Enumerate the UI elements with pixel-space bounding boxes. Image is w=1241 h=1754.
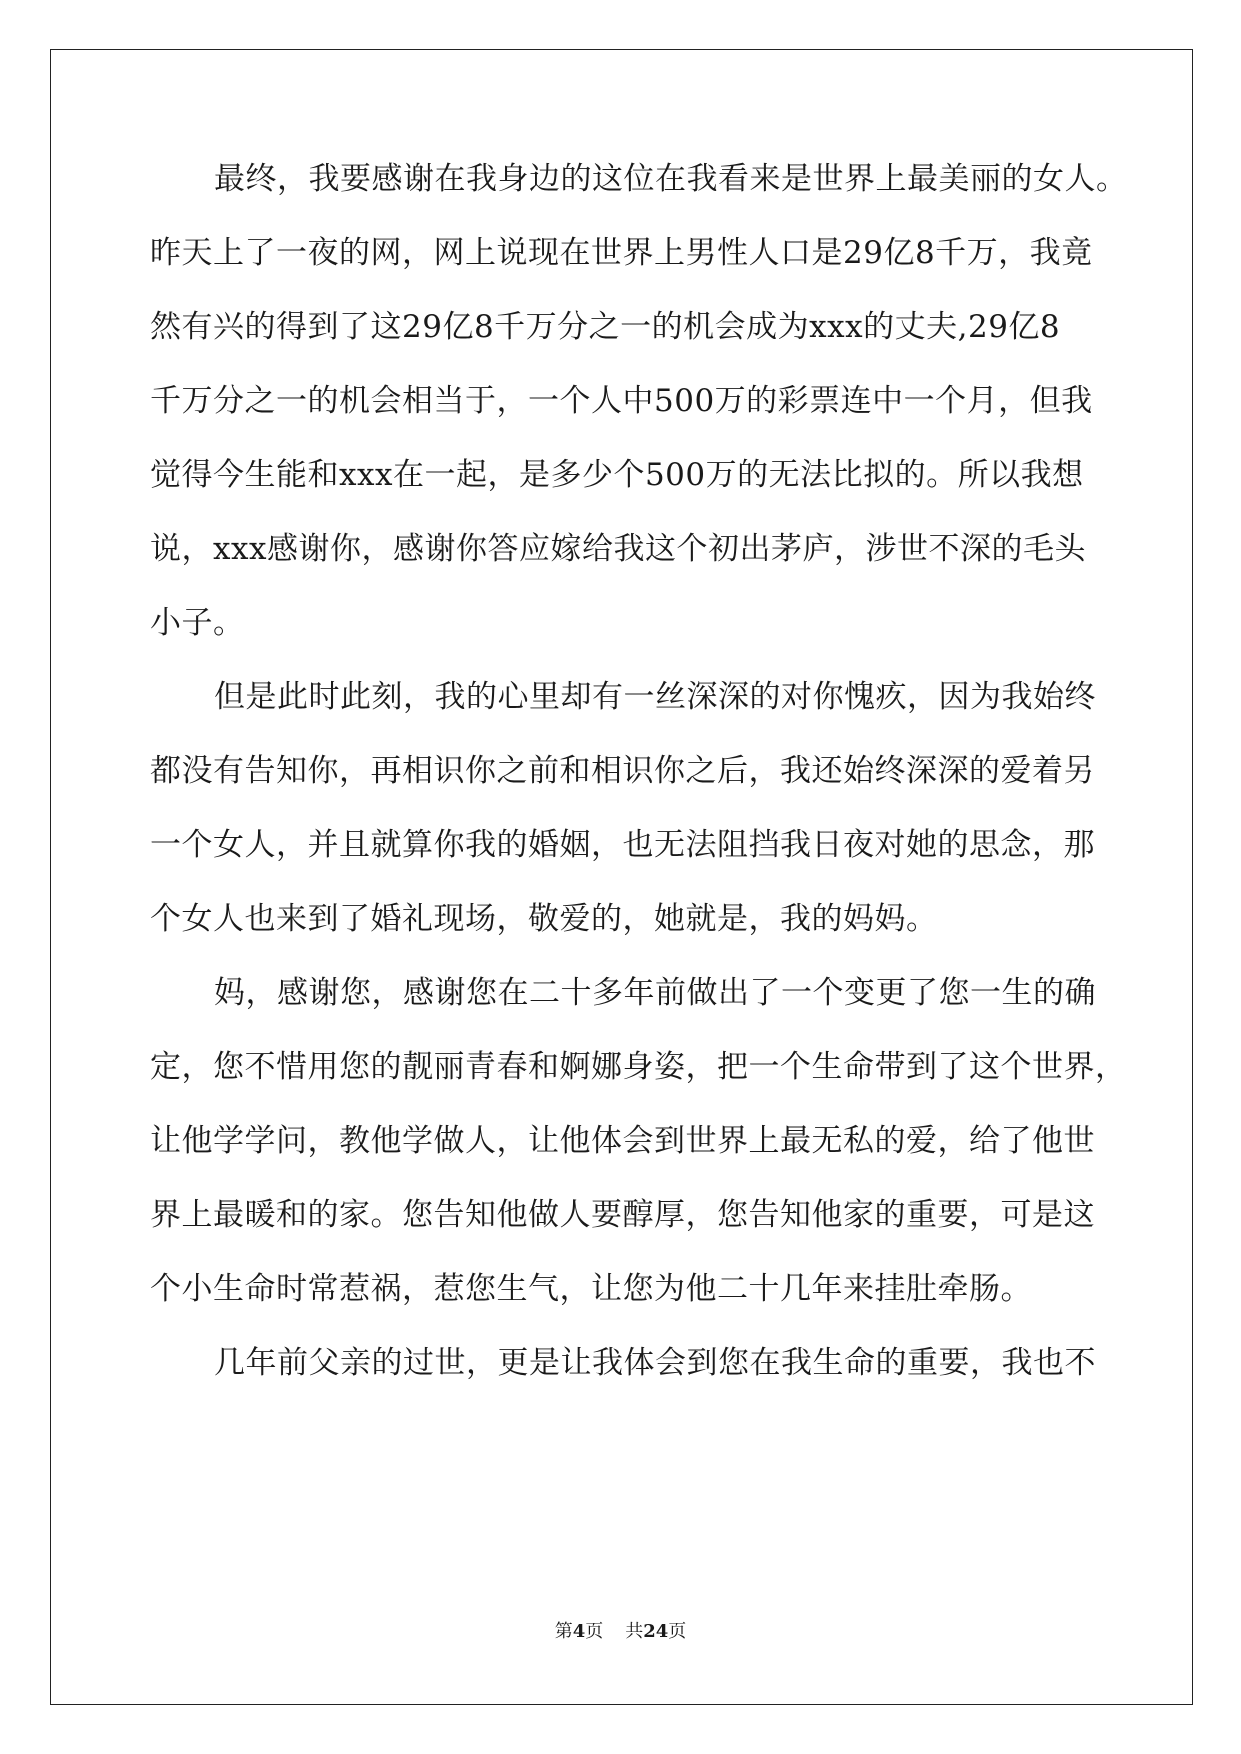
footer-total-pages: 24 [643,1621,669,1642]
footer-total-suffix: 页 [668,1621,687,1642]
paragraph-line: 都没有告知你，再相识你之前和相识你之后，我还始终深深的爱着另 [150,753,1095,789]
paragraph-line: 让他学学问，教他学做人，让他体会到世界上最无私的爱，给了他世 [150,1123,1095,1159]
paragraph-line: 说，xxx感谢你，感谢你答应嫁给我这个初出茅庐，涉世不深的毛头 [150,531,1086,567]
paragraph-line: 小子。 [150,605,245,641]
paragraph-line: 但是此时此刻，我的心里却有一丝深深的对你愧疚，因为我始终 [214,679,1096,715]
footer-page-suffix: 页 [585,1621,604,1642]
paragraph-line: 界上最暖和的家。您告知他做人要醇厚，您告知他家的重要，可是这 [150,1197,1095,1233]
paragraph-line: 千万分之一的机会相当于，一个人中500万的彩票连中一个月，但我 [150,383,1093,419]
paragraph-line: 然有兴的得到了这29亿8千万分之一的机会成为xxx的丈夫,29亿8 [150,309,1061,345]
paragraph-line: 昨天上了一夜的网，网上说现在世界上男性人口是29亿8千万，我竟 [150,235,1093,271]
paragraph-line: 觉得今生能和xxx在一起，是多少个500万的无法比拟的。所以我想 [150,457,1084,493]
footer-total-prefix: 共 [625,1621,644,1642]
footer-page-prefix: 第 [554,1621,573,1642]
paragraph-line: 妈，感谢您，感谢您在二十多年前做出了一个变更了您一生的确 [214,975,1096,1011]
page-footer [0,1620,1241,1644]
paragraph-line: 一个女人，并且就算你我的婚姻，也无法阻挡我日夜对她的思念，那 [150,827,1095,863]
paragraph-line: 个小生命时常惹祸，惹您生气，让您为他二十几年来挂肚牵肠。 [150,1271,1032,1307]
paragraph-line: 最终，我要感谢在我身边的这位在我看来是世界上最美丽的女人。 [214,161,1128,197]
footer-page-number: 4 [572,1621,586,1642]
paragraph-line: 定，您不惜用您的靓丽青春和婀娜身姿，把一个生命带到了这个世界， [150,1049,1127,1085]
paragraph-line: 几年前父亲的过世，更是让我体会到您在我生命的重要，我也不 [214,1345,1096,1381]
paragraph-line: 个女人也来到了婚礼现场，敬爱的，她就是，我的妈妈。 [150,901,938,937]
page-border [50,49,1193,1705]
